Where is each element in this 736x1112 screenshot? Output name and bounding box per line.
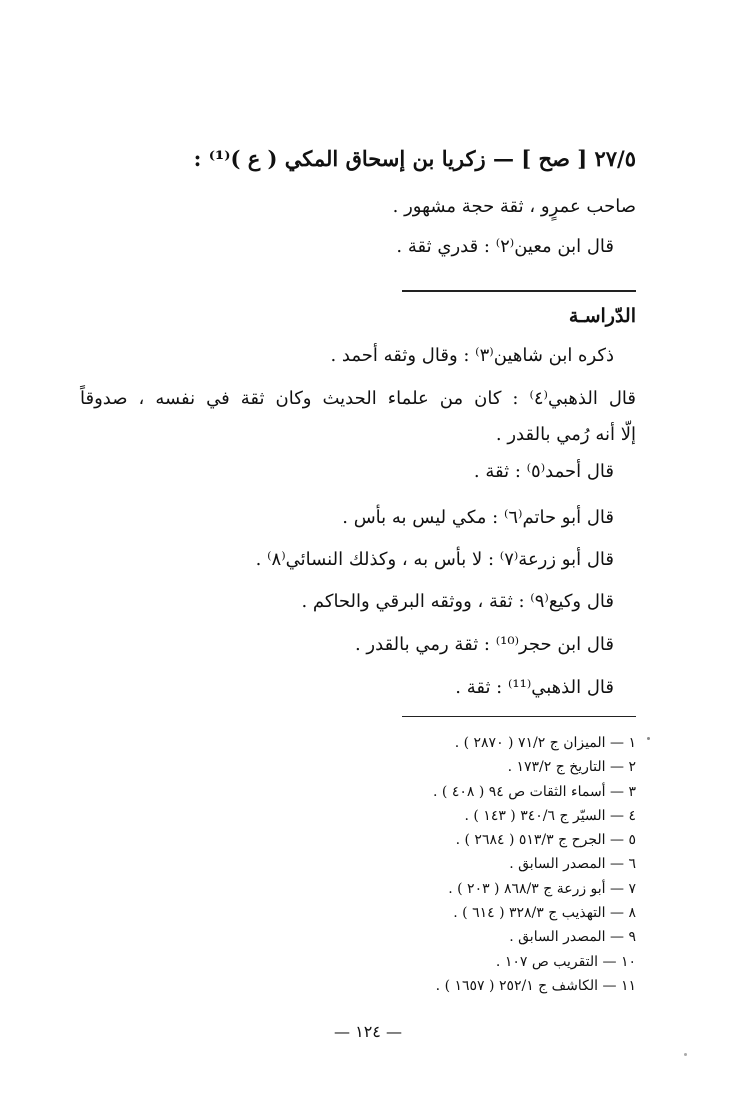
footnote: ٣ — أسماء الثقات ص ٩٤ ( ٤٠٨ ) . [433, 783, 636, 800]
footnote: ٨ — التهذيب ج ٣٢٨/٣ ( ٦١٤ ) . [453, 905, 636, 922]
entry-line: صاحب عمرٍو ، ثقة حجة مشهور . [392, 196, 636, 217]
footnote: ٤ — السيّر ج ٣٤٠/٦ ( ١٤٣ ) . [464, 807, 636, 824]
print-speck [684, 1053, 687, 1056]
study-line: قال أبو حاتم⁽٦⁾ : مكي ليس به بأس . [342, 507, 614, 528]
footnote: ١١ — الكاشف ج ٢٥٢/١ ( ١٦٥٧ ) . [435, 977, 636, 994]
study-line: قال أحمد⁽٥⁾ : ثقة . [473, 461, 614, 482]
study-line: قال الذهبي⁽¹¹⁾ : ثقة . [455, 677, 614, 698]
footnote: ٩ — المصدر السابق . [509, 929, 636, 946]
footnote-divider [402, 716, 636, 717]
study-line: قال ابن حجر⁽¹⁰⁾ : ثقة رمي بالقدر . [354, 634, 614, 655]
study-line: قال وكيع⁽٩⁾ : ثقة ، ووثقه البرقي والحاكم . [301, 591, 614, 612]
study-line: إلّا أنه رُمي بالقدر . [495, 424, 636, 445]
study-line: قال أبو زرعة⁽٧⁾ : لا بأس به ، وكذلك النسائي⁽٨⁾ . [255, 549, 614, 570]
section-title: الدّراسـة [568, 305, 636, 327]
page-number: — ١٢٤ — [334, 1022, 402, 1041]
footnote: ٢ — التاريخ ج ١٧٣/٢ . [507, 759, 636, 776]
footnotes-list [336, 731, 636, 998]
print-speck [647, 737, 650, 740]
footnote: ٧ — أبو زرعة ج ٨٦٨/٣ ( ٢٠٣ ) . [448, 880, 636, 897]
study-line: قال الذهبي⁽٤⁾ : كان من علماء الحديث وكان ثقة في نفسه ، صدوقاً [80, 388, 636, 409]
footnote: ١ — الميزان ج ٧١/٢ ( ٢٨٧٠ ) . [454, 735, 636, 751]
entry-heading: ٢٧/٥ [ صح ] — زكريا بن إسحاق المكي ( ع )⁽¹⁾ : [193, 146, 636, 171]
footnote: ١٠ — التقريب ص ١٠٧ . [495, 953, 636, 970]
entry-line: قال ابن معين⁽٢⁾ : قدري ثقة . [396, 236, 614, 257]
section-divider [402, 290, 636, 292]
study-line: ذكره ابن شاهين⁽٣⁾ : وقال وثقه أحمد . [330, 345, 614, 366]
footnote: ٥ — الجرح ج ٥١٣/٣ ( ٢٦٨٤ ) . [455, 832, 636, 849]
footnote: ٦ — المصدر السابق . [509, 856, 636, 873]
